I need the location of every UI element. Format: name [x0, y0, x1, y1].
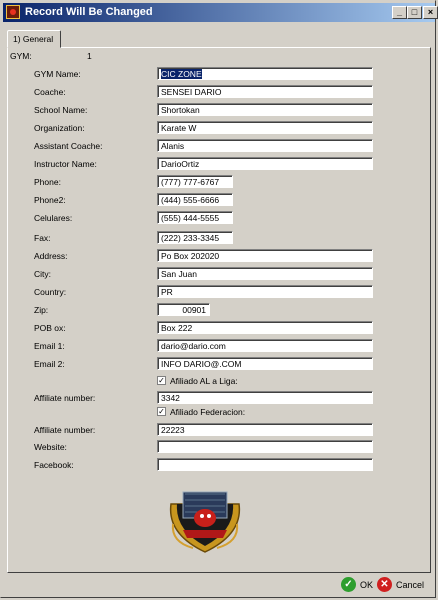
organization-label: Organization: — [34, 123, 85, 133]
phone2-input[interactable]: (444) 555-6666 — [157, 193, 233, 206]
organization-input[interactable]: Karate W — [157, 121, 373, 134]
afiliado-liga-label: Afiliado AL a Liga: — [170, 376, 238, 386]
tab-general-label: 1) General — [13, 34, 54, 44]
city-label: City: — [34, 269, 51, 279]
email2-input[interactable]: INFO DARIO@.COM — [157, 357, 373, 370]
maximize-button[interactable]: □ — [407, 6, 422, 19]
facebook-input[interactable] — [157, 458, 373, 471]
gym-name-value: CIC ZONE — [161, 69, 202, 79]
phone-label: Phone: — [34, 177, 61, 187]
pob-label: POB ox: — [34, 323, 66, 333]
gym-name-label: GYM Name: — [34, 69, 81, 79]
gym-name-input[interactable] — [157, 67, 373, 80]
minimize-button[interactable]: _ — [392, 6, 407, 19]
gym-logo — [163, 484, 247, 554]
instructor-name-input[interactable]: DarioOrtiz — [157, 157, 373, 170]
city-input[interactable]: San Juan — [157, 267, 373, 280]
title-bar[interactable] — [3, 3, 435, 22]
cancel-icon: ✕ — [377, 577, 392, 592]
close-button[interactable]: × — [423, 6, 438, 19]
affiliate-number-2-label: Affiliate number: — [34, 425, 96, 435]
zip-input[interactable]: 00901 — [157, 303, 210, 316]
instructor-name-label: Instructor Name: — [34, 159, 97, 169]
email1-label: Email 1: — [34, 341, 65, 351]
email2-label: Email 2: — [34, 359, 65, 369]
website-input[interactable] — [157, 440, 373, 453]
fax-input[interactable]: (222) 233-3345 — [157, 231, 233, 244]
app-icon — [6, 5, 20, 19]
zip-label: Zip: — [34, 305, 49, 315]
assistant-coache-input[interactable]: Alanis — [157, 139, 373, 152]
check-icon: ✓ — [341, 577, 356, 592]
afiliado-federacion-label: Afiliado Federacion: — [170, 407, 246, 417]
window-title: Record Will Be Changed — [25, 6, 153, 18]
ok-label: OK — [360, 580, 374, 590]
email1-input[interactable]: dario@dario.com — [157, 339, 373, 352]
affiliate-number-input[interactable]: 3342 — [157, 391, 373, 404]
affiliate-number-label: Affiliate number: — [34, 393, 96, 403]
pob-input[interactable]: Box 222 — [157, 321, 373, 334]
gym-value: 1 — [87, 51, 92, 61]
facebook-label: Facebook: — [34, 460, 74, 470]
assistant-coache-label: Assistant Coache: — [34, 141, 103, 151]
address-input[interactable]: Po Box 202020 — [157, 249, 373, 262]
coache-label: Coache: — [34, 87, 66, 97]
phone2-label: Phone2: — [34, 195, 66, 205]
afiliado-liga-checkbox[interactable]: ✓ — [158, 376, 165, 385]
afiliado-federacion-checkbox[interactable]: ✓ — [158, 407, 165, 416]
country-input[interactable]: PR — [157, 285, 373, 298]
address-label: Address: — [34, 251, 68, 261]
celulares-label: Celulares: — [34, 213, 73, 223]
gym-label: GYM: — [10, 51, 32, 61]
school-name-label: School Name: — [34, 105, 88, 115]
country-label: Country: — [34, 287, 67, 297]
website-label: Website: — [34, 442, 67, 452]
phone-input[interactable]: (777) 777-6767 — [157, 175, 233, 188]
fax-label: Fax: — [34, 233, 51, 243]
tab-general[interactable] — [7, 30, 61, 48]
school-name-input[interactable]: Shortokan — [157, 103, 373, 116]
affiliate-number-2-input[interactable]: 22223 — [157, 423, 373, 436]
coache-input[interactable]: SENSEI DARIO — [157, 85, 373, 98]
celulares-input[interactable]: (555) 444-5555 — [157, 211, 233, 224]
cancel-label: Cancel — [396, 580, 425, 590]
